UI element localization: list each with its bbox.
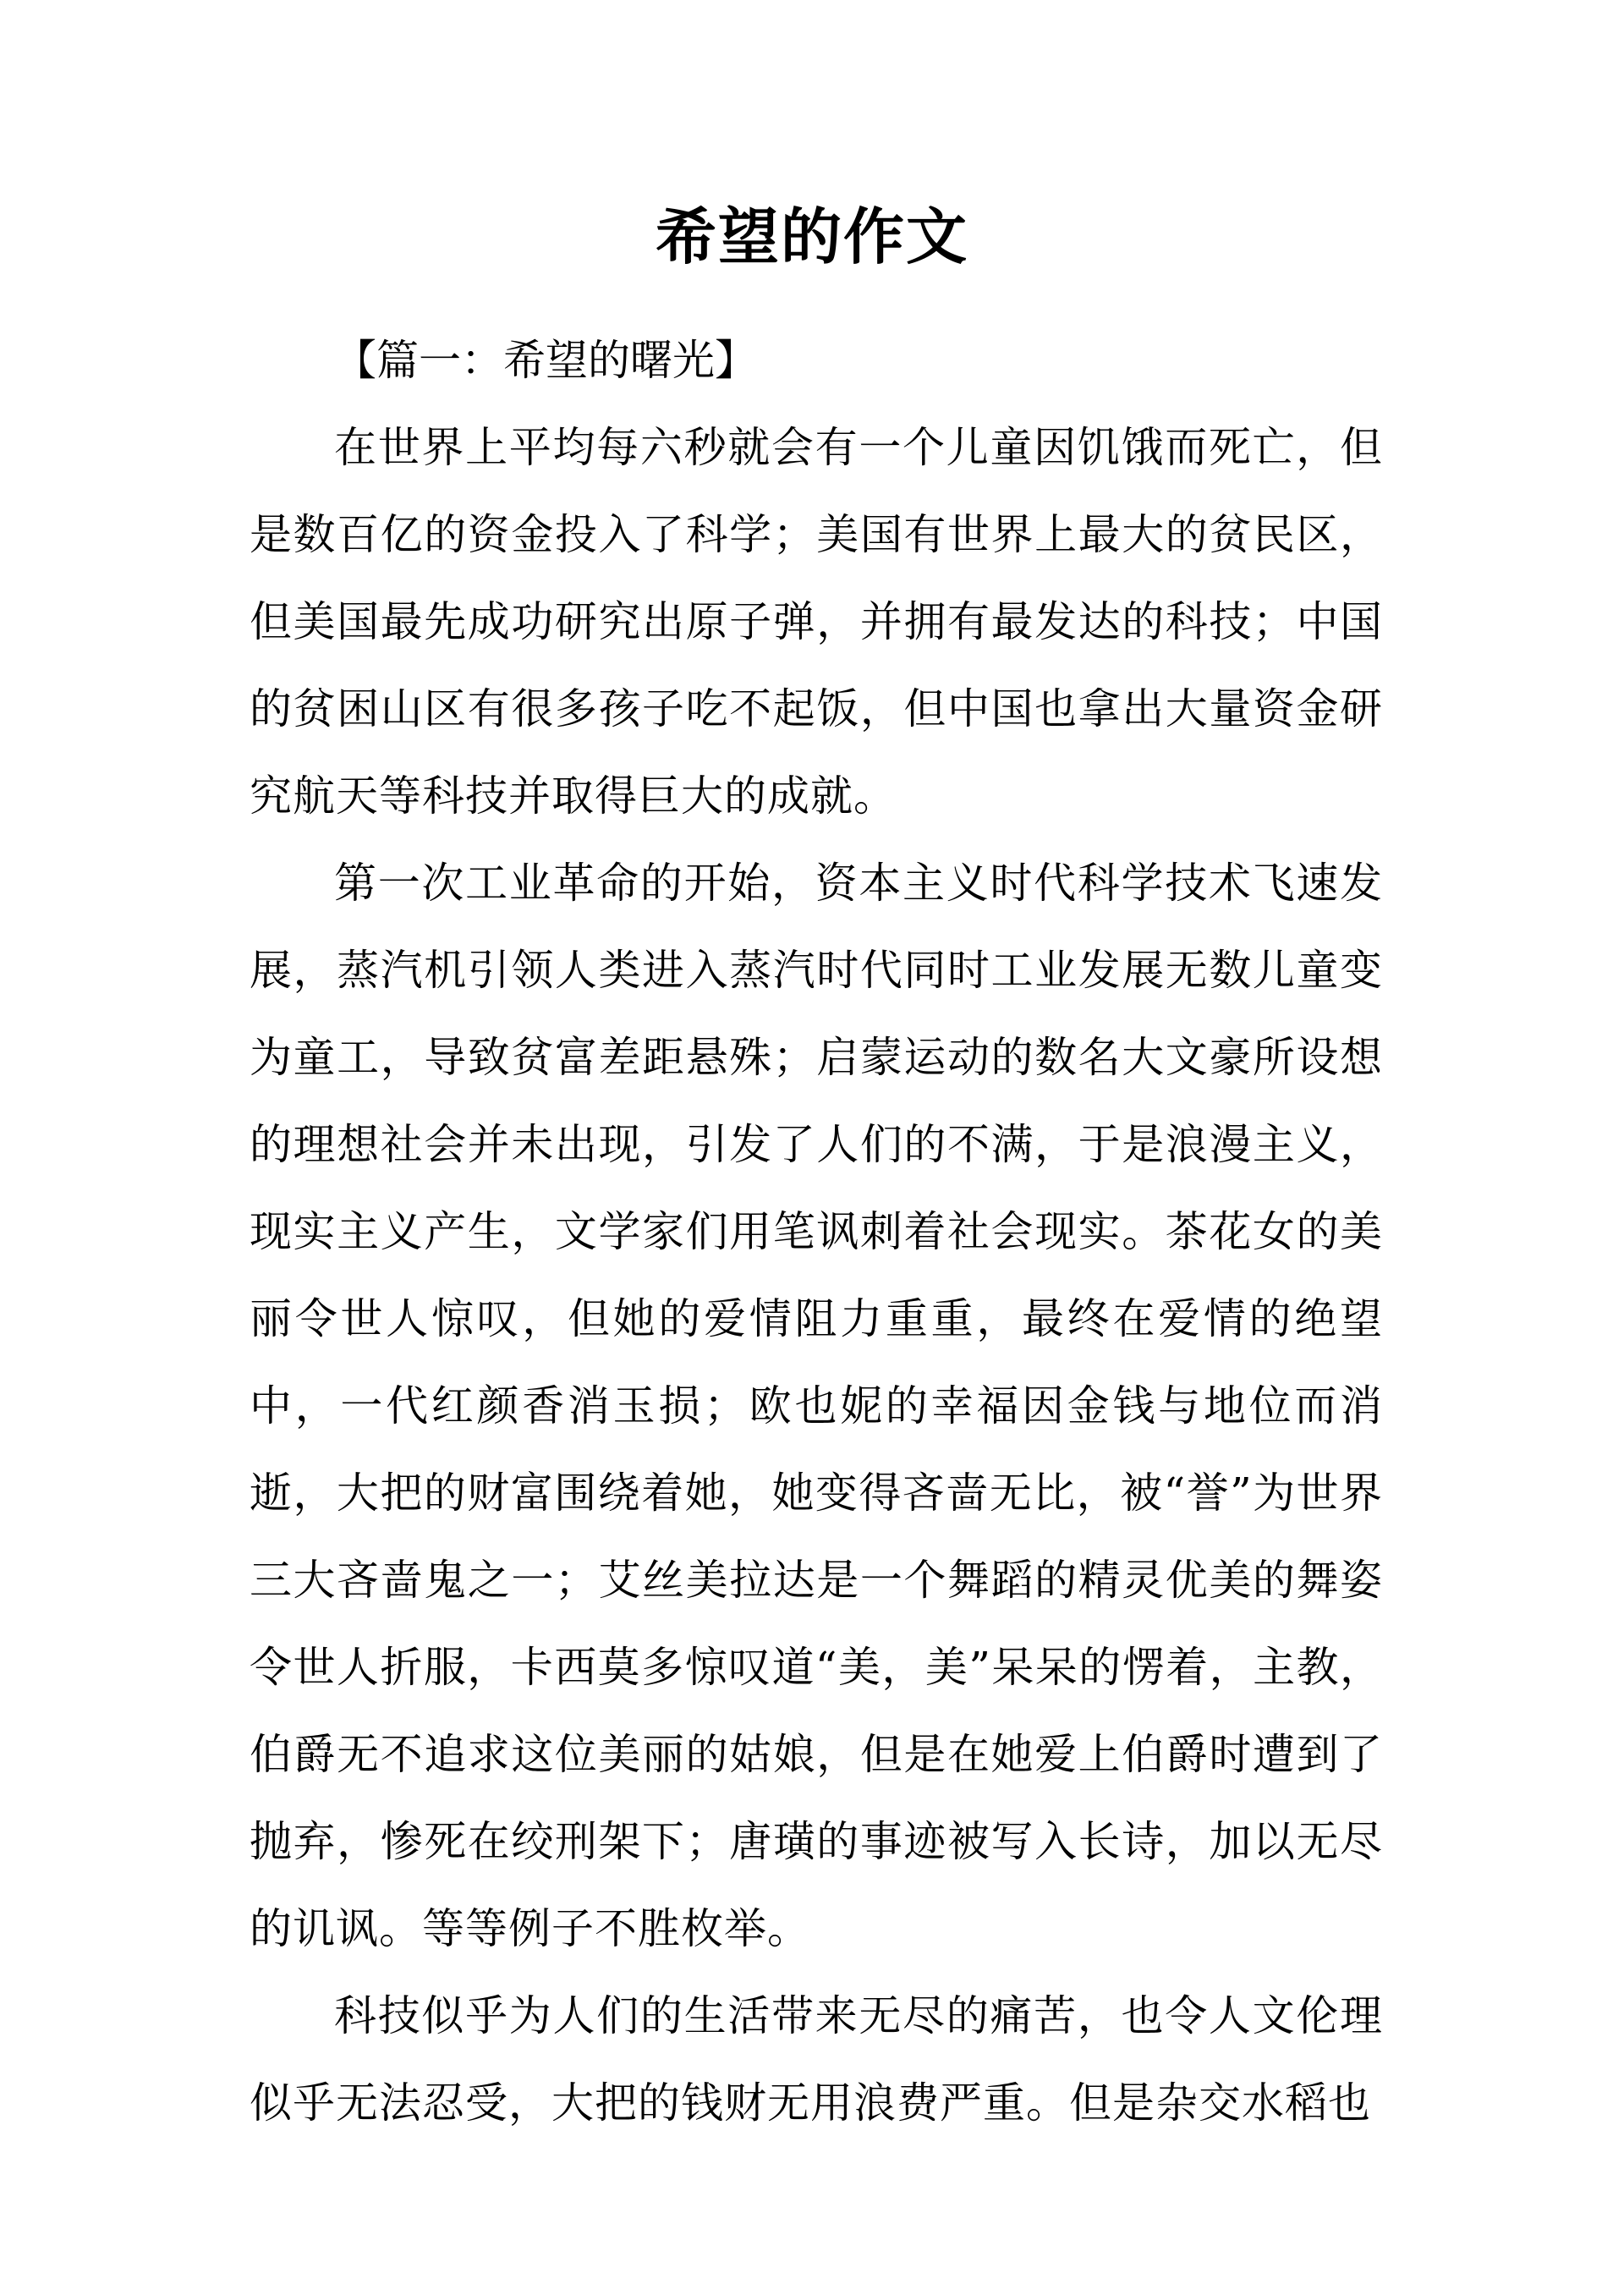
paragraph-2: 第一次工业革命的开始，资本主义时代科学技术飞速发展，蒸汽机引领人类进入蒸汽时代同时工业发展无数儿童变为童工，导致贫富差距悬殊；启蒙运动的数名大文豪所设想的理想社会并未出现，引发了人们的不满，于是浪漫主义，现实主义产生，文学家们用笔讽刺着社会现实。茶花女的美丽令世人惊叹，但她的爱情阻力重重，最终在爱情的绝望中，一代红颜香消玉损；欧也妮的幸福因金钱与地位而消逝，大把的财富围绕着她，她变得吝啬无比，被“誉”为世界三大吝啬鬼之一；艾丝美拉达是一个舞蹈的精灵优美的舞姿令世人折服，卡西莫多惊叹道“美，美”呆呆的愣着，主教，伯爵无不追求这位美丽的姑娘，但是在她爱上伯爵时遭到了抛弃，惨死在绞刑架下；唐璜的事迹被写入长诗，加以无尽的讥讽。等等例子不胜枚举。 [250, 859, 1383, 1953]
document-title: 希望的作文 [655, 201, 968, 272]
document-body [250, 317, 1383, 2147]
paragraph-1: 在世界上平均每六秒就会有一个儿童因饥饿而死亡，但是数百亿的资金投入了科学；美国有世界上最大的贫民区，但美国最先成功研究出原子弹，并拥有最发达的科技；中国的贫困山区有很多孩子吃不起饭，但中国也拿出大量资金研究航天等科技并取得巨大的成就。 [250, 423, 1383, 821]
paragraph-3: 科技似乎为人们的生活带来无尽的痛苦，也令人文伦理似乎无法忍受，大把的钱财无用浪费严重。但是杂交水稻也 [250, 1991, 1383, 2128]
section-heading: 【篇一：希望的曙光】 [334, 336, 757, 385]
